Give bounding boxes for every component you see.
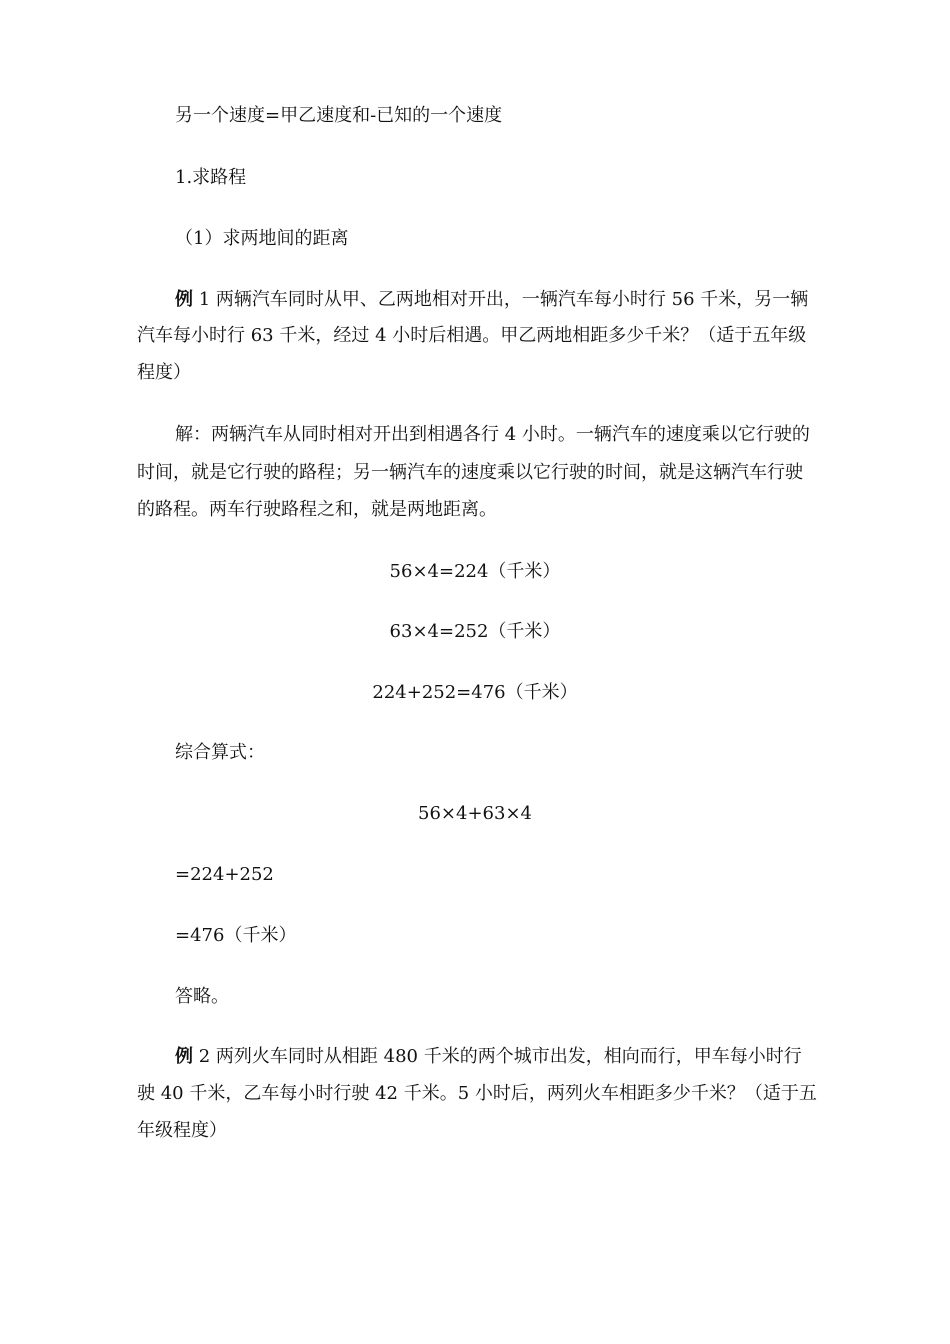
example-2-label: 例 <box>175 1046 193 1067</box>
combined-expression: 56×4+63×4 <box>418 803 532 824</box>
calculation-3: 224+252=476（千米） <box>372 682 578 703</box>
example-2-line-2: 驶 40 千米，乙车每小时行驶 42 千米。5 小时后，两列火车相距多少千米？（适于五 <box>137 1083 817 1104</box>
example-2-line-3: 年级程度） <box>137 1120 227 1141</box>
example-1-text: 1 两辆汽车同时从甲、乙两地相对开出，一辆汽车每小时行 56 千米，另一辆 <box>193 289 809 310</box>
example-1-line-2: 汽车每小时行 63 千米，经过 4 小时后相遇。甲乙两地相距多少千米？（适于五年级 <box>137 325 807 346</box>
example-1-label: 例 <box>175 289 193 310</box>
section-heading: 1.求路程 <box>175 167 247 188</box>
combined-step-1: =224+252 <box>175 864 274 885</box>
formula-other-speed: 另一个速度=甲乙速度和-已知的一个速度 <box>175 105 503 126</box>
example-1-line-3: 程度） <box>137 362 191 383</box>
combined-formula-label: 综合算式： <box>175 742 265 763</box>
combined-step-2: =476（千米） <box>175 925 297 946</box>
solution-1-line-3: 的路程。两车行驶路程之和，就是两地距离。 <box>137 499 497 520</box>
example-2-line-1 <box>175 1046 802 1068</box>
solution-1-line-2: 时间，就是它行驶的路程；另一辆汽车的速度乘以它行驶的时间，就是这辆汽车行驶 <box>137 462 803 483</box>
calculation-1: 56×4=224（千米） <box>389 561 561 582</box>
subsection-heading: （1）求两地间的距离 <box>175 228 349 249</box>
solution-1-line-1: 解：两辆汽车从同时相对开出到相遇各行 4 小时。一辆汽车的速度乘以它行驶的 <box>175 424 810 445</box>
answer-omitted: 答略。 <box>175 986 229 1007</box>
calculation-2: 63×4=252（千米） <box>389 621 561 642</box>
example-2-text: 2 两列火车同时从相距 480 千米的两个城市出发，相向而行，甲车每小时行 <box>193 1046 802 1067</box>
example-1-line-1 <box>175 289 808 311</box>
